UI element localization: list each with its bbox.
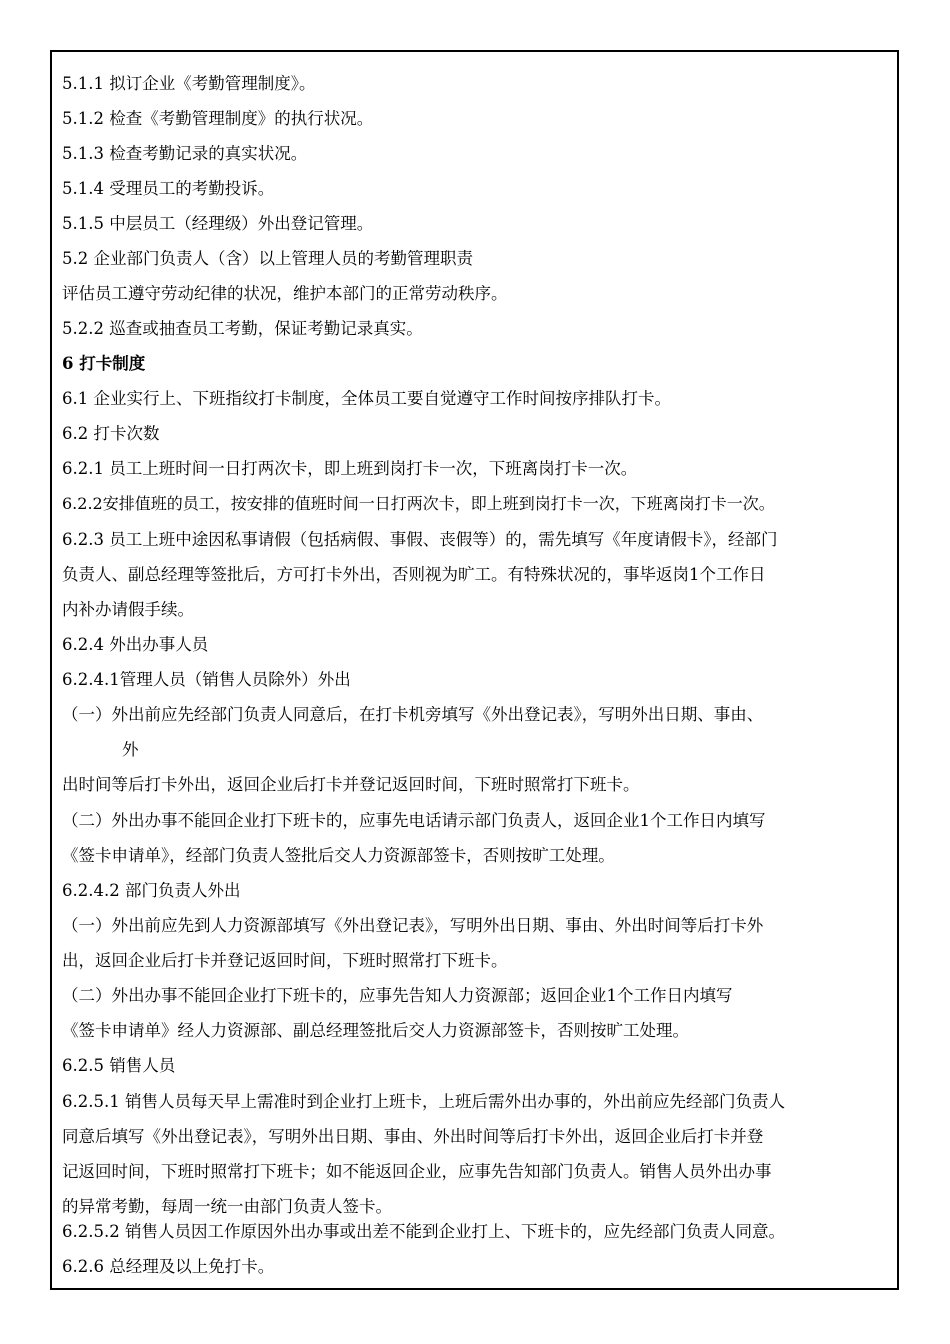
section-heading: 6 打卡制度 xyxy=(62,354,146,373)
text-line: 5.2.2 巡查或抽查员工考勤，保证考勤记录真实。 xyxy=(62,319,423,338)
text-line: 5.1.2 检查《考勤管理制度》的执行状况。 xyxy=(62,109,374,128)
text-line: 出时间等后打卡外出，返回企业后打卡并登记返回时间，下班时照常打下班卡。 xyxy=(62,775,640,794)
text-line: （一）外出前应先经部门负责人同意后，在打卡机旁填写《外出登记表》，写明外出日期、事由、 xyxy=(62,705,764,724)
text-line: 6.2.3 员工上班中途因私事请假（包括病假、事假、丧假等）的，需先填写《年度请假卡》，经部门 xyxy=(62,530,778,549)
text-line: 6.2 打卡次数 xyxy=(62,424,160,443)
text-line: 评估员工遵守劳动纪律的状况，维护本部门的正常劳动秩序。 xyxy=(62,284,508,303)
text-line: 5.1.4 受理员工的考勤投诉。 xyxy=(62,179,275,198)
text-line: 6.2.6 总经理及以上免打卡。 xyxy=(62,1257,275,1276)
text-line: 内补办请假手续。 xyxy=(62,600,194,619)
text-line: 6.2.5.2 销售人员因工作原因外出办事或出差不能到企业打上、下班卡的，应先经部门负责人同意。 xyxy=(62,1222,785,1241)
text-line: 《签卡申请单》，经部门负责人签批后交人力资源部签卡，否则按旷工处理。 xyxy=(62,846,615,865)
text-line: 6.2.4.2 部门负责人外出 xyxy=(62,881,241,900)
text-line: （二）外出办事不能回企业打下班卡的，应事先告知人力资源部；返回企业1个工作日内填写 xyxy=(62,986,733,1005)
text-line: 出，返回企业后打卡并登记返回时间，下班时照常打下班卡。 xyxy=(62,951,508,970)
text-line: 记返回时间，下班时照常打下班卡；如不能返回企业，应事先告知部门负责人。销售人员外出办事 xyxy=(62,1162,772,1181)
text-line: 6.2.2安排值班的员工，按安排的值班时间一日打两次卡，即上班到岗打卡一次，下班离岗打卡一次。 xyxy=(62,494,775,513)
text-line: 5.2 企业部门负责人（含）以上管理人员的考勤管理职责 xyxy=(62,249,473,268)
text-line: （一）外出前应先到人力资源部填写《外出登记表》，写明外出日期、事由、外出时间等后打卡外 xyxy=(62,916,764,935)
text-line: 6.2.5 销售人员 xyxy=(62,1056,176,1075)
text-line: 6.2.4.1管理人员（销售人员除外）外出 xyxy=(62,670,351,689)
text-line: 《签卡申请单》经人力资源部、副总经理签批后交人力资源部签卡，否则按旷工处理。 xyxy=(62,1021,689,1040)
text-line: 6.2.4 外出办事人员 xyxy=(62,635,209,654)
text-line: 5.1.5 中层员工（经理级）外出登记管理。 xyxy=(62,214,374,233)
text-line: 同意后填写《外出登记表》，写明外出日期、事由、外出时间等后打卡外出，返回企业后打卡并登 xyxy=(62,1127,764,1146)
text-line: 5.1.1 拟订企业《考勤管理制度》。 xyxy=(62,74,316,93)
text-line: 6.2.5.1 销售人员每天早上需准时到企业打上班卡，上班后需外出办事的，外出前应先经部门负责人 xyxy=(62,1092,785,1111)
text-line: 6.1 企业实行上、下班指纹打卡制度，全体员工要自觉遵守工作时间按序排队打卡。 xyxy=(62,389,671,408)
text-line: 负责人、副总经理等签批后，方可打卡外出，否则视为旷工。有特殊状况的，事毕返岗1个工作日 xyxy=(62,565,766,584)
text-line: 的异常考勤，每周一统一由部门负责人签卡。 xyxy=(62,1197,392,1216)
text-line: 外 xyxy=(122,740,139,759)
text-line: 5.1.3 检查考勤记录的真实状况。 xyxy=(62,144,308,163)
text-line: 6.2.1 员工上班时间一日打两次卡，即上班到岗打卡一次，下班离岗打卡一次。 xyxy=(62,459,638,478)
text-line: （二）外出办事不能回企业打下班卡的，应事先电话请示部门负责人，返回企业1个工作日内填写 xyxy=(62,811,766,830)
